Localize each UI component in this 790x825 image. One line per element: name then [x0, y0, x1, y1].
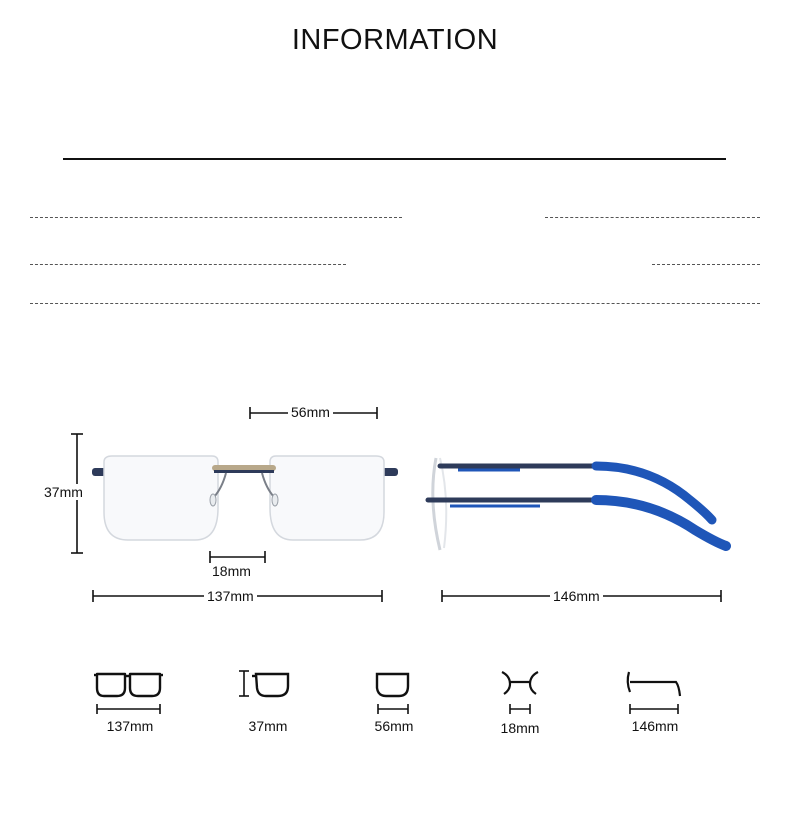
- frame-width-label: 137mm: [204, 588, 257, 604]
- lens-height-label: 37mm: [44, 484, 83, 500]
- temple-length-icon: [622, 668, 692, 718]
- lens-width-icon: [370, 668, 430, 718]
- lens-width-label: 56mm: [288, 404, 333, 420]
- frame-width-icon-label: 137mm: [106, 718, 154, 734]
- temple-length-icon-label: 146mm: [631, 718, 679, 734]
- bridge-width-label: 18mm: [209, 563, 254, 579]
- lens-height-icon-label: 37mm: [248, 718, 288, 734]
- page-title: INFORMATION: [291, 24, 499, 56]
- lens-height-icon: [236, 668, 306, 718]
- bridge-width-icon-label: 18mm: [500, 720, 540, 736]
- frame-width-icon: [90, 668, 170, 718]
- bridge-width-icon: [496, 666, 556, 721]
- temple-length-label: 146mm: [550, 588, 603, 604]
- lens-width-icon-label: 56mm: [374, 718, 414, 734]
